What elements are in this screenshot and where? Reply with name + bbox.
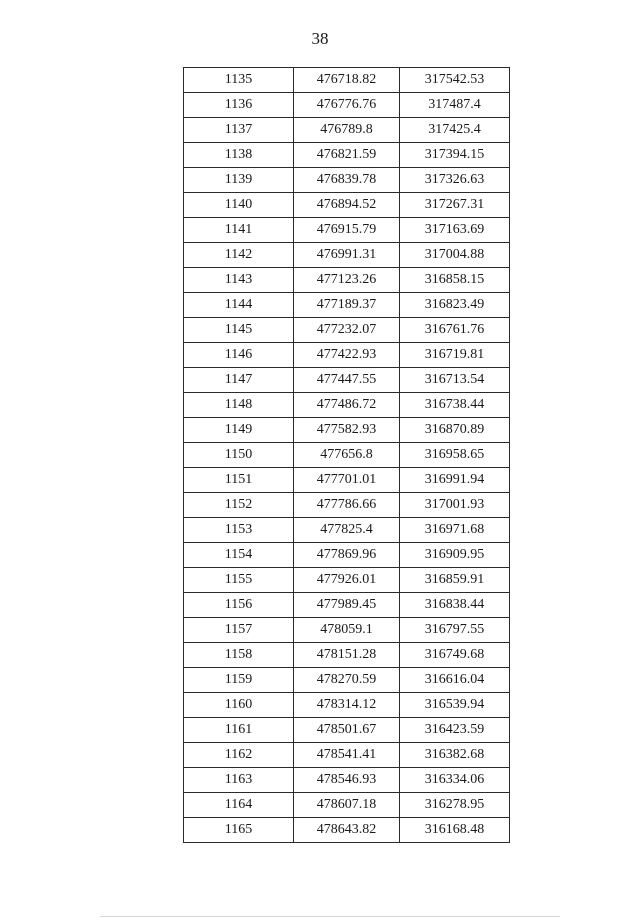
y-coordinate-cell: 316859.91 [400,568,510,593]
y-coordinate-cell: 316278.95 [400,793,510,818]
x-coordinate-cell: 478270.59 [294,668,400,693]
coordinates-table [183,67,510,843]
y-coordinate-cell: 316719.81 [400,343,510,368]
x-coordinate-cell: 477123.26 [294,268,400,293]
table-row [184,793,510,818]
y-coordinate-cell: 316713.54 [400,368,510,393]
y-coordinate-cell: 317004.88 [400,243,510,268]
y-coordinate-cell: 317326.63 [400,168,510,193]
table-row [184,768,510,793]
table-row [184,443,510,468]
x-coordinate-cell: 478546.93 [294,768,400,793]
table-row [184,668,510,693]
table-row [184,268,510,293]
table-row [184,318,510,343]
y-coordinate-cell: 316423.59 [400,718,510,743]
point-number-cell: 1158 [184,643,294,668]
point-number-cell: 1150 [184,443,294,468]
point-number-cell: 1156 [184,593,294,618]
coordinates-table-body [184,68,510,843]
table-row [184,618,510,643]
point-number-cell: 1162 [184,743,294,768]
y-coordinate-cell: 316334.06 [400,768,510,793]
x-coordinate-cell: 477422.93 [294,343,400,368]
y-coordinate-cell: 317425.4 [400,118,510,143]
x-coordinate-cell: 476991.31 [294,243,400,268]
point-number-cell: 1140 [184,193,294,218]
x-coordinate-cell: 476821.59 [294,143,400,168]
point-number-cell: 1139 [184,168,294,193]
point-number-cell: 1152 [184,493,294,518]
point-number-cell: 1141 [184,218,294,243]
x-coordinate-cell: 477786.66 [294,493,400,518]
point-number-cell: 1165 [184,818,294,843]
x-coordinate-cell: 478607.18 [294,793,400,818]
table-row [184,718,510,743]
y-coordinate-cell: 316958.65 [400,443,510,468]
x-coordinate-cell: 477189.37 [294,293,400,318]
table-row [184,343,510,368]
point-number-cell: 1157 [184,618,294,643]
y-coordinate-cell: 316971.68 [400,518,510,543]
y-coordinate-cell: 316797.55 [400,618,510,643]
table-row [184,468,510,493]
y-coordinate-cell: 316761.76 [400,318,510,343]
point-number-cell: 1145 [184,318,294,343]
point-number-cell: 1143 [184,268,294,293]
point-number-cell: 1155 [184,568,294,593]
table-row [184,293,510,318]
point-number-cell: 1138 [184,143,294,168]
point-number-cell: 1151 [184,468,294,493]
x-coordinate-cell: 478151.28 [294,643,400,668]
scan-edge-line [100,916,560,917]
point-number-cell: 1164 [184,793,294,818]
point-number-cell: 1137 [184,118,294,143]
table-row [184,393,510,418]
y-coordinate-cell: 316858.15 [400,268,510,293]
y-coordinate-cell: 317394.15 [400,143,510,168]
x-coordinate-cell: 477447.55 [294,368,400,393]
x-coordinate-cell: 476776.76 [294,93,400,118]
x-coordinate-cell: 477656.8 [294,443,400,468]
y-coordinate-cell: 316382.68 [400,743,510,768]
point-number-cell: 1161 [184,718,294,743]
x-coordinate-cell: 476718.82 [294,68,400,93]
point-number-cell: 1136 [184,93,294,118]
x-coordinate-cell: 478314.12 [294,693,400,718]
x-coordinate-cell: 478501.67 [294,718,400,743]
table-row [184,193,510,218]
x-coordinate-cell: 477486.72 [294,393,400,418]
point-number-cell: 1147 [184,368,294,393]
y-coordinate-cell: 316168.48 [400,818,510,843]
x-coordinate-cell: 476915.79 [294,218,400,243]
table-row [184,118,510,143]
table-row [184,818,510,843]
point-number-cell: 1154 [184,543,294,568]
table-row [184,168,510,193]
table-row [184,493,510,518]
x-coordinate-cell: 478643.82 [294,818,400,843]
table-row [184,568,510,593]
y-coordinate-cell: 316909.95 [400,543,510,568]
table-row [184,743,510,768]
point-number-cell: 1144 [184,293,294,318]
table-row [184,518,510,543]
table-row [184,368,510,393]
y-coordinate-cell: 316838.44 [400,593,510,618]
point-number-cell: 1135 [184,68,294,93]
y-coordinate-cell: 316870.89 [400,418,510,443]
point-number-cell: 1159 [184,668,294,693]
point-number-cell: 1146 [184,343,294,368]
point-number-cell: 1163 [184,768,294,793]
table-row [184,243,510,268]
y-coordinate-cell: 317542.53 [400,68,510,93]
x-coordinate-cell: 477582.93 [294,418,400,443]
y-coordinate-cell: 317267.31 [400,193,510,218]
x-coordinate-cell: 477232.07 [294,318,400,343]
x-coordinate-cell: 478541.41 [294,743,400,768]
table-row [184,143,510,168]
point-number-cell: 1148 [184,393,294,418]
page-number: 38 [311,29,329,48]
x-coordinate-cell: 477989.45 [294,593,400,618]
y-coordinate-cell: 316749.68 [400,643,510,668]
x-coordinate-cell: 478059.1 [294,618,400,643]
x-coordinate-cell: 477926.01 [294,568,400,593]
point-number-cell: 1149 [184,418,294,443]
y-coordinate-cell: 317001.93 [400,493,510,518]
table-row [184,418,510,443]
table-row [184,93,510,118]
y-coordinate-cell: 317163.69 [400,218,510,243]
point-number-cell: 1142 [184,243,294,268]
y-coordinate-cell: 316539.94 [400,693,510,718]
table-row [184,543,510,568]
point-number-cell: 1153 [184,518,294,543]
x-coordinate-cell: 476789.8 [294,118,400,143]
table-row [184,693,510,718]
x-coordinate-cell: 477701.01 [294,468,400,493]
x-coordinate-cell: 476839.78 [294,168,400,193]
y-coordinate-cell: 316738.44 [400,393,510,418]
point-number-cell: 1160 [184,693,294,718]
table-row [184,593,510,618]
y-coordinate-cell: 316823.49 [400,293,510,318]
y-coordinate-cell: 316991.94 [400,468,510,493]
y-coordinate-cell: 316616.04 [400,668,510,693]
table-row [184,68,510,93]
x-coordinate-cell: 477825.4 [294,518,400,543]
x-coordinate-cell: 477869.96 [294,543,400,568]
y-coordinate-cell: 317487.4 [400,93,510,118]
table-row [184,643,510,668]
x-coordinate-cell: 476894.52 [294,193,400,218]
table-row [184,218,510,243]
